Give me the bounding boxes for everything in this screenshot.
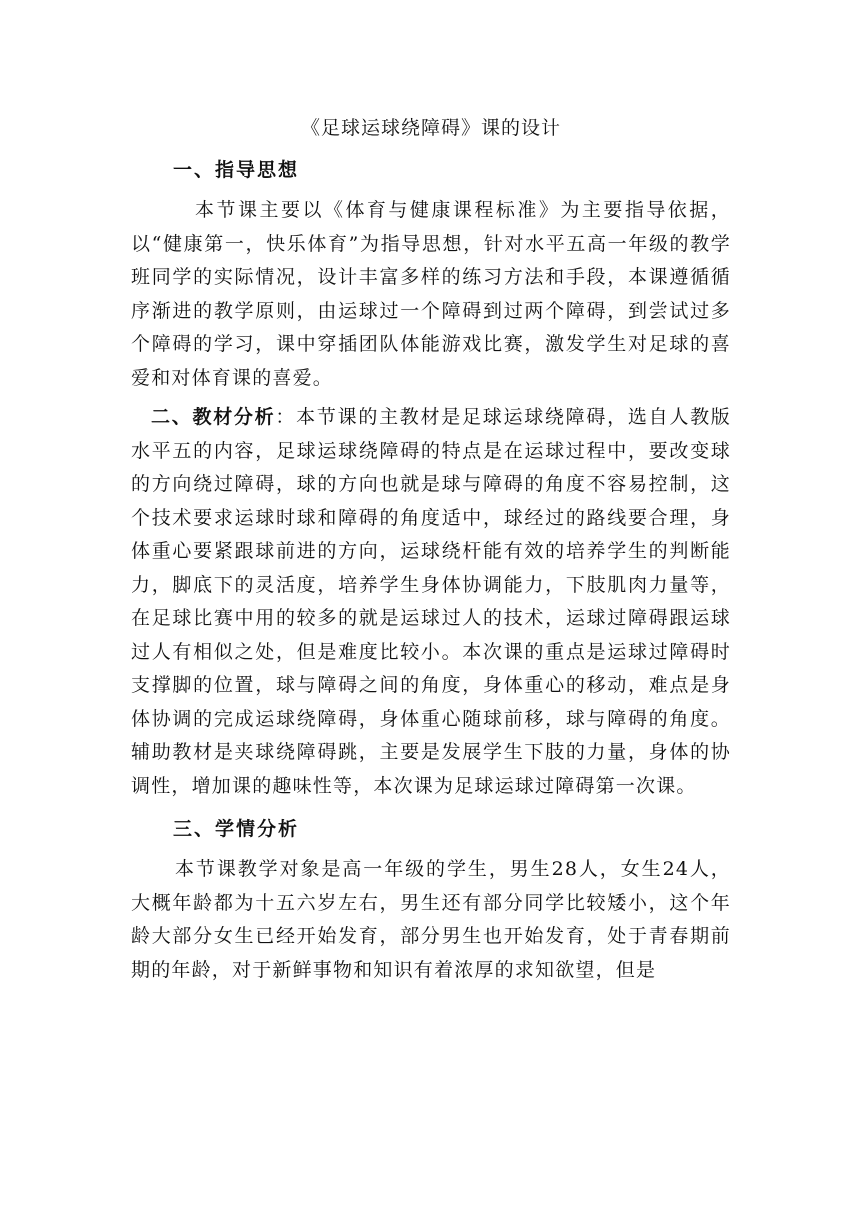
section-heading-guiding-ideology: 一、指导思想 bbox=[173, 159, 300, 181]
section-teaching-material-analysis bbox=[131, 401, 731, 803]
document-title: 《足球运球绕障碍》课的设计 bbox=[300, 117, 561, 139]
heading-separator: ： bbox=[275, 406, 297, 428]
section-body-teaching-material: 本节课的主教材是足球运球绕障碍，选自人教版水平五的内容，足球运球绕障碍的特点是在运球过程中，要改变球的方向绕过障碍，球的方向也就是球与障碍的角度不容易控制，这个技术要求运球时球和障碍的角度适中，球经过的路线要合理，身体重心要紧跟球前进的方向，运球绕杆能有效的培养学生的判断能力，脚底下的灵活度，培养学生身体协调能力，下肢肌肉力量等，在足球比赛中用的较多的就是运球过人的技术，运球过障碍跟运球过人有相似之处，但是难度比较小。本次课的重点是运球过障碍时支撑脚的位置，球与障碍之间的角度，身体重心的移动，难点是身体协调的完成运球绕障碍，身体重心随球前移，球与障碍的角度。辅助教材是夹球绕障碍跳，主要是发展学生下肢的力量，身体的协调性，增加课的趣味性等，本次课为足球运球过障碍第一次课。 bbox=[131, 406, 732, 797]
section-heading-teaching-material: 二、教材分析 bbox=[151, 406, 276, 428]
section-heading-student-analysis: 三、学情分析 bbox=[173, 818, 300, 840]
document-page bbox=[131, 112, 731, 987]
section-body-guiding-ideology: 本节课主要以《体育与健康课程标准》为主要指导依据，以“健康第一，快乐体育”为指导思想，针对水平五高一年级的教学班同学的实际情况，设计丰富多样的练习方法和手段，本课遵循循序渐进的教学原则，由运球过一个障碍到过两个障碍，到尝试过多个障碍的学习，课中穿插团队体能游戏比赛，激发学生对足球的喜爱和对体育课的喜爱。 bbox=[131, 199, 731, 389]
section-body-student-analysis: 本节课教学对象是高一年级的学生，男生28人，女生24人，大概年龄都为十五六岁左右，男生还有部分同学比较矮小，这个年龄大部分女生已经开始发育，部分男生也开始发育，处于青春期前期的年龄，对于新鲜事物和知识有着浓厚的求知欲望，但是 bbox=[131, 858, 731, 981]
